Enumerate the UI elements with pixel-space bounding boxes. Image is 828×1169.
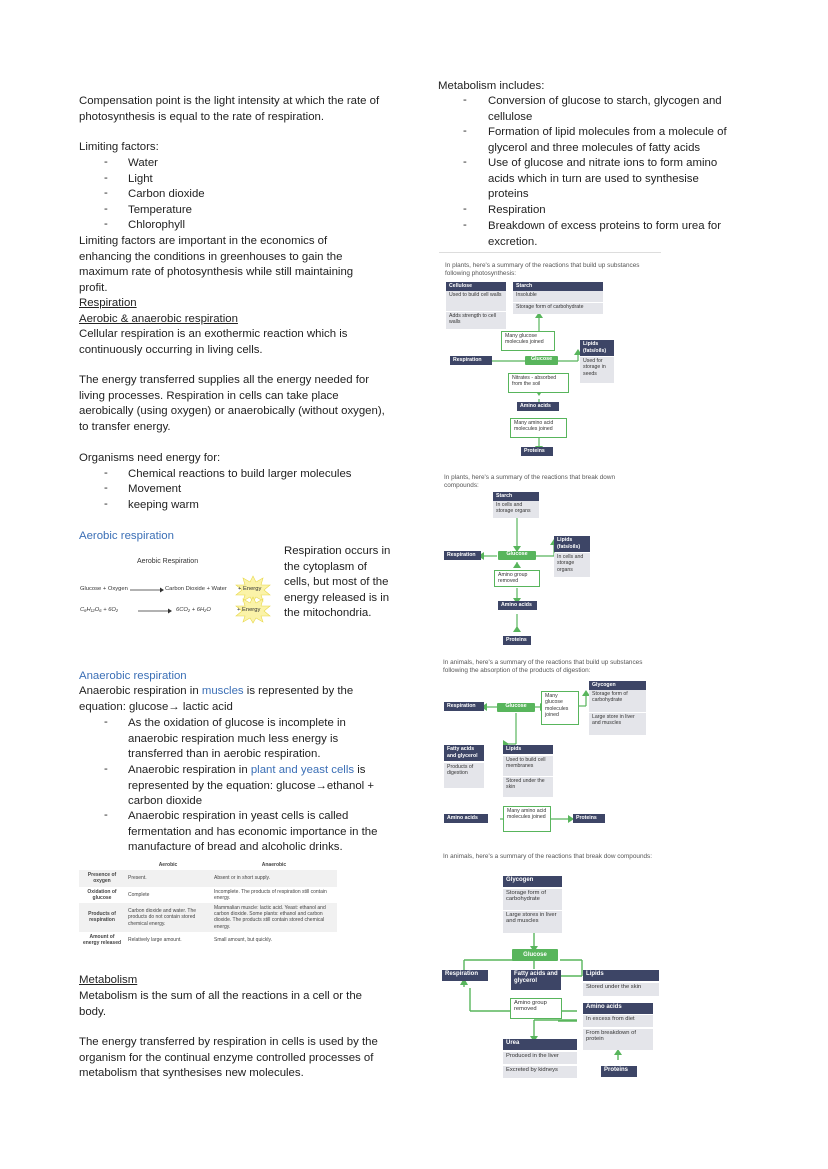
word-equation-reactants: Glucose + Oxygen bbox=[80, 586, 128, 592]
organisms-heading: Organisms need energy for: bbox=[79, 452, 221, 464]
anaerobic-muscles-text: Anaerobic respiration in muscles is represented by the equation: glucose→ lactic acid bbox=[79, 685, 354, 713]
glycogen-label: Glycogen bbox=[589, 681, 646, 690]
urea-note: Produced in the liver bbox=[503, 1052, 577, 1064]
muscles-link[interactable]: muscles bbox=[201, 685, 244, 697]
fatty-acids-label: Fatty acids and glycerol bbox=[511, 970, 561, 990]
plant-yeast-link[interactable]: plant and yeast cells bbox=[250, 764, 355, 776]
equation-title: Aerobic Respiration bbox=[137, 558, 199, 565]
limiting-economics-text: Limiting factors are important in the economics of enhancing the conditions in greenhouses to gain the maximum rate of photosynthesis while still maintaining profit. bbox=[79, 235, 354, 294]
aerobic-anaerobic-table bbox=[79, 860, 337, 948]
lipids-note: Used to build cell membranes bbox=[503, 756, 553, 776]
list-item: Chemical reactions to build larger molecules bbox=[128, 468, 352, 480]
metabolism-title: Metabolism bbox=[79, 974, 138, 986]
cellular-respiration-text: Cellular respiration is an exothermic reaction which is continuously occurring in living cells. bbox=[79, 328, 348, 356]
anaerobic-respiration-heading: Anaerobic respiration bbox=[79, 670, 187, 682]
starch-note: In cells and storage organs bbox=[493, 501, 539, 518]
symbol-equation-reactants: C₆H₁₂O₆ + 6O₂ bbox=[80, 607, 119, 613]
column-header: Anaerobic bbox=[211, 860, 337, 870]
table-row: Amount of energy released Relatively large amount. Small amount, but quickly. bbox=[82, 933, 272, 947]
list-item: Chlorophyll bbox=[128, 219, 185, 231]
table-header-row bbox=[79, 860, 337, 870]
diagram-caption: In plants, here's a summary of the reactions that break down compounds: bbox=[444, 474, 616, 490]
list-item: Carbon dioxide bbox=[128, 188, 205, 200]
nitrates-box: Nitrates - absorbed from the soil bbox=[508, 373, 569, 393]
diagram-caption: In animals, here's a summary of the reactions that build up substances following the absorption of the products of digestion: bbox=[443, 659, 643, 675]
cellulose-note: Adds strength to cell walls bbox=[446, 312, 506, 329]
respiration-label: Respiration bbox=[450, 356, 492, 365]
aerobic-respiration-heading: Aerobic respiration bbox=[79, 530, 174, 542]
compensation-point-text: Compensation point is the light intensity at which the rate of photosynthesis is equal to the rate of respiration. bbox=[79, 95, 380, 123]
amino-acids-label: Amino acids bbox=[498, 601, 537, 610]
amino-acids-note: From breakdown of protein bbox=[583, 1029, 653, 1050]
proteins-label: Proteins bbox=[601, 1066, 637, 1077]
word-equation-products: Carbon Dioxide + Water bbox=[165, 586, 227, 592]
many-amino-box: Many amino acid molecules joined bbox=[503, 806, 551, 832]
urea-note: Excreted by kidneys bbox=[503, 1066, 577, 1078]
table-row: Products of respiration Carbon dioxide and water. The products do not contain stored chemical energy. Mammalian muscle: lactic acid. Yeast: ethanol and carbon dioxide. Some plants: ethanol and carbon dioxide. The products still contain stored chemical energy. bbox=[79, 903, 337, 932]
starch-note: Insoluble bbox=[513, 291, 603, 302]
table-row: Oxidation of glucose Complete Incomplete. The products of respiration still contain energy. bbox=[87, 888, 327, 901]
lipids-note: Stored under the skin bbox=[503, 777, 553, 797]
urea-label: Urea bbox=[503, 1039, 577, 1050]
list-item: Respiration bbox=[488, 204, 546, 216]
diagram-caption: In animals, here's a summary of the reactions that break dow compounds: bbox=[443, 853, 653, 861]
lipids-label: Lipids (fats/oils) bbox=[580, 340, 614, 356]
glycogen-label: Glycogen bbox=[503, 876, 562, 887]
proteins-label: Proteins bbox=[521, 447, 553, 456]
list-item: Water bbox=[128, 157, 158, 169]
list-item: Conversion of glucose to starch, glycogen and cellulose bbox=[488, 95, 722, 123]
arrow-icon bbox=[138, 607, 172, 615]
amino-acids-label: Amino acids bbox=[583, 1003, 653, 1014]
list-item: Temperature bbox=[128, 204, 192, 216]
proteins-label: Proteins bbox=[573, 814, 605, 823]
list-item: Anaerobic respiration in yeast cells is called fermentation and has economic importance in the manufacture of bread and alcoholic drinks. bbox=[128, 810, 378, 854]
symbol-equation-products: 6CO₂ + 6H₂O bbox=[176, 607, 211, 613]
many-glucose-box: Many glucose molecules joined bbox=[501, 331, 555, 351]
respiration-label: Respiration bbox=[444, 702, 484, 711]
respiration-title: Respiration bbox=[79, 297, 137, 309]
lipids-note: In cells and storage organs bbox=[554, 553, 590, 577]
metabolism-includes-heading: Metabolism includes: bbox=[438, 80, 545, 92]
fatty-acids-note: Products of digestion bbox=[444, 763, 484, 788]
glycogen-note: Storage form of carbohydrate bbox=[589, 690, 646, 712]
list-item: Light bbox=[128, 173, 153, 185]
amino-removed-box: Amino group removed bbox=[510, 998, 562, 1019]
aerobic-anaerobic-title: Aerobic & anaerobic respiration bbox=[79, 313, 238, 325]
respiration-label: Respiration bbox=[442, 970, 488, 981]
table-row: Presence of oxygen Present. Absent or in short supply. bbox=[79, 870, 337, 886]
energy-transferred-text: The energy transferred supplies all the energy needed for living processes. Respiration in cells can take place aerobically (using oxygen) or anaerobically (without oxygen), to transfer energy. bbox=[79, 374, 385, 433]
starch-note: Storage form of carbohydrate bbox=[513, 303, 603, 314]
glucose-node: Glucose bbox=[525, 356, 558, 365]
glycogen-note: Storage form of carbohydrate bbox=[503, 889, 562, 910]
respiration-label: Respiration bbox=[444, 551, 481, 560]
starch-label: Starch bbox=[493, 492, 539, 501]
cellulose-label: Cellulose bbox=[446, 282, 506, 291]
list-item: Anaerobic respiration in plant and yeast cells is represented by the equation: glucose→ethanol + carbon dioxide bbox=[128, 764, 375, 808]
lipids-label: Lipids bbox=[583, 970, 659, 981]
list-item: keeping warm bbox=[128, 499, 199, 511]
column-header: Aerobic bbox=[125, 860, 211, 870]
amino-acids-label: Amino acids bbox=[517, 402, 559, 411]
cellulose-note: Used to build cell walls bbox=[446, 291, 506, 311]
amino-acids-note: In excess from diet bbox=[583, 1015, 653, 1027]
list-item: Use of glucose and nitrate ions to form amino acids which in turn are used to synthesise proteins bbox=[488, 157, 718, 201]
list-item: Breakdown of excess proteins to form urea for excretion. bbox=[488, 220, 721, 248]
metabolism-energy-text: The energy transferred by respiration in cells is used by the organism for the continual enzyme controlled processes of metabolism that synthesises new molecules. bbox=[79, 1036, 378, 1080]
energy-label: + Energy bbox=[237, 607, 261, 613]
diagram-caption: In plants, here's a summary of the reactions that build up substances following photosynthesis: bbox=[445, 262, 640, 278]
lipids-note: Used for storage in seeds bbox=[580, 357, 614, 383]
limiting-factors-heading: Limiting factors: bbox=[79, 141, 159, 153]
arrow-icon bbox=[130, 586, 164, 594]
many-glucose-box: Many glucose molecules joined bbox=[541, 691, 579, 725]
glucose-node: Glucose bbox=[497, 703, 535, 712]
flow-arrows bbox=[440, 490, 660, 650]
amino-removed-box: Amino group removed bbox=[494, 570, 540, 587]
metabolism-definition: Metabolism is the sum of all the reactions in a cell or the body. bbox=[79, 990, 362, 1018]
lipids-label: Lipids (fats/oils) bbox=[554, 536, 590, 552]
glucose-node: Glucose bbox=[512, 949, 558, 961]
list-item: As the oxidation of glucose is incomplete in anaerobic respiration much less energy is transferred than in aerobic respiration. bbox=[128, 717, 346, 761]
lipids-note: Stored under the skin bbox=[583, 983, 659, 996]
lipids-label: Lipids bbox=[503, 745, 553, 754]
energy-label: + Energy bbox=[238, 586, 262, 592]
glycogen-note: Large stores in liver and muscles bbox=[503, 911, 562, 933]
glycogen-note: Large store in liver and muscles bbox=[589, 713, 646, 735]
respiration-location-text: Respiration occurs in the cytoplasm of cells, but most of the energy released is in the mitochondria. bbox=[284, 545, 391, 620]
many-amino-box: Many amino acid molecules joined bbox=[510, 418, 567, 438]
amino-acids-label: Amino acids bbox=[444, 814, 488, 823]
glucose-node: Glucose bbox=[498, 551, 536, 560]
list-item: Movement bbox=[128, 483, 182, 495]
proteins-label: Proteins bbox=[503, 636, 531, 645]
fatty-acids-label: Fatty acids and glycerol bbox=[444, 745, 484, 761]
list-item: Formation of lipid molecules from a molecule of glycerol and three molecules of fatty acids bbox=[488, 126, 727, 154]
starch-label: Starch bbox=[513, 282, 603, 291]
